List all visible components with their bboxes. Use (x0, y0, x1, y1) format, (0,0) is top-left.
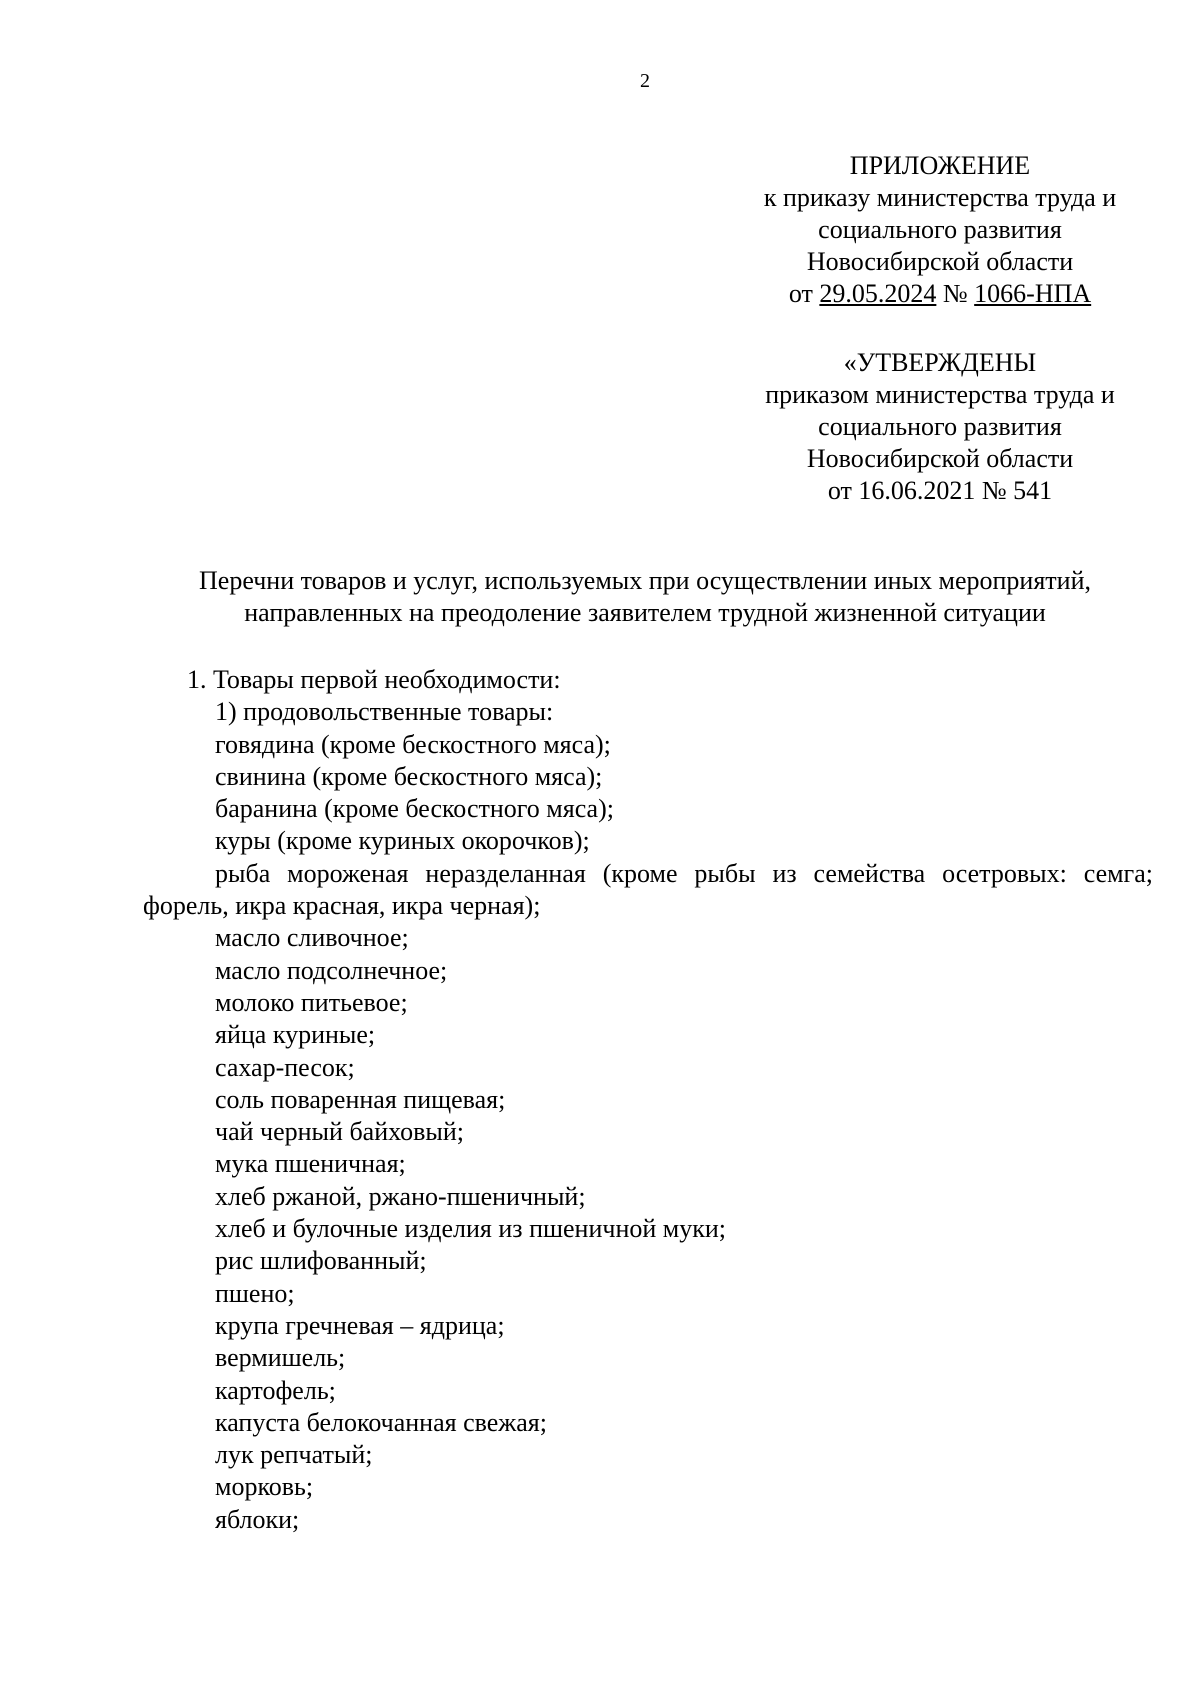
list-item: сахар-песок; (215, 1052, 355, 1082)
list-item: пшено; (215, 1278, 295, 1308)
approved-line: Новосибирской области (806, 444, 1074, 473)
list-item: яйца куриные; (215, 1020, 376, 1050)
order-prefix: от (788, 279, 820, 308)
list-item: вермишель; (215, 1343, 346, 1373)
list-item: куры (кроме куриных окорочков); (215, 826, 590, 856)
document-title (130, 565, 1160, 629)
document-title-line: Перечни товаров и услуг, используемых при осуществлении иных мероприятий, (199, 566, 1091, 595)
list-item: крупа гречневая – ядрица; (215, 1310, 505, 1340)
list-item: хлеб ржаной, ржано-пшеничный; (215, 1181, 586, 1211)
list-item: чай черный байховый; (215, 1117, 465, 1147)
appendix-title: ПРИЛОЖЕНИЕ (849, 151, 1031, 180)
list-item: мука пшеничная; (215, 1149, 406, 1179)
order-number-sign: № (936, 279, 975, 308)
list-item: баранина (кроме бескостного мяса); (215, 794, 614, 824)
order-number: 1066-НПА (974, 279, 1092, 308)
list-item: рис шлифованный; (215, 1246, 427, 1276)
section-heading: 1. Товары первой необходимости: (187, 665, 561, 694)
approved-stamp (730, 347, 1150, 507)
approved-title: «УТВЕРЖДЕНЫ (843, 348, 1037, 377)
list-item: свинина (кроме бескостного мяса); (215, 761, 603, 791)
list-item: капуста белокочанная свежая; (215, 1407, 547, 1437)
page-number: 2 (640, 70, 650, 92)
order-date: 29.05.2024 (819, 279, 937, 308)
appendix-line: социального развития (818, 215, 1062, 244)
approved-order-ref: от 16.06.2021 № 541 (827, 476, 1053, 505)
list-item: лук репчатый; (215, 1440, 373, 1470)
list-item-fish-line1: рыба мороженая неразделанная (кроме рыбы из семейства осетровых: семга; (215, 858, 1153, 888)
list-item: говядина (кроме бескостного мяса); (215, 729, 611, 759)
list-item: морковь; (215, 1472, 314, 1502)
approved-line: социального развития (818, 412, 1062, 441)
appendix-line: Новосибирской области (806, 247, 1074, 276)
list-item-fish-line2: форель, икра красная, икра черная); (143, 891, 541, 921)
appendix-stamp (730, 150, 1150, 310)
list-item: соль поваренная пищевая; (215, 1084, 506, 1114)
list-item: картофель; (215, 1375, 336, 1405)
approved-line: приказом министерства труда и (765, 380, 1115, 409)
list-item: хлеб и булочные изделия из пшеничной муки; (215, 1214, 726, 1244)
goods-list (143, 664, 1153, 1536)
appendix-line: к приказу министерства труда и (763, 183, 1117, 212)
list-item: молоко питьевое; (215, 987, 408, 1017)
list-item: яблоки; (215, 1504, 300, 1534)
appendix-order-ref (730, 278, 1150, 310)
list-item: масло сливочное; (215, 923, 409, 953)
list-item-fish (143, 858, 1153, 923)
document-title-line: направленных на преодоление заявителем трудной жизненной ситуации (244, 598, 1046, 627)
section-subheading: 1) продовольственные товары: (215, 697, 554, 727)
list-item: масло подсолнечное; (215, 955, 448, 985)
